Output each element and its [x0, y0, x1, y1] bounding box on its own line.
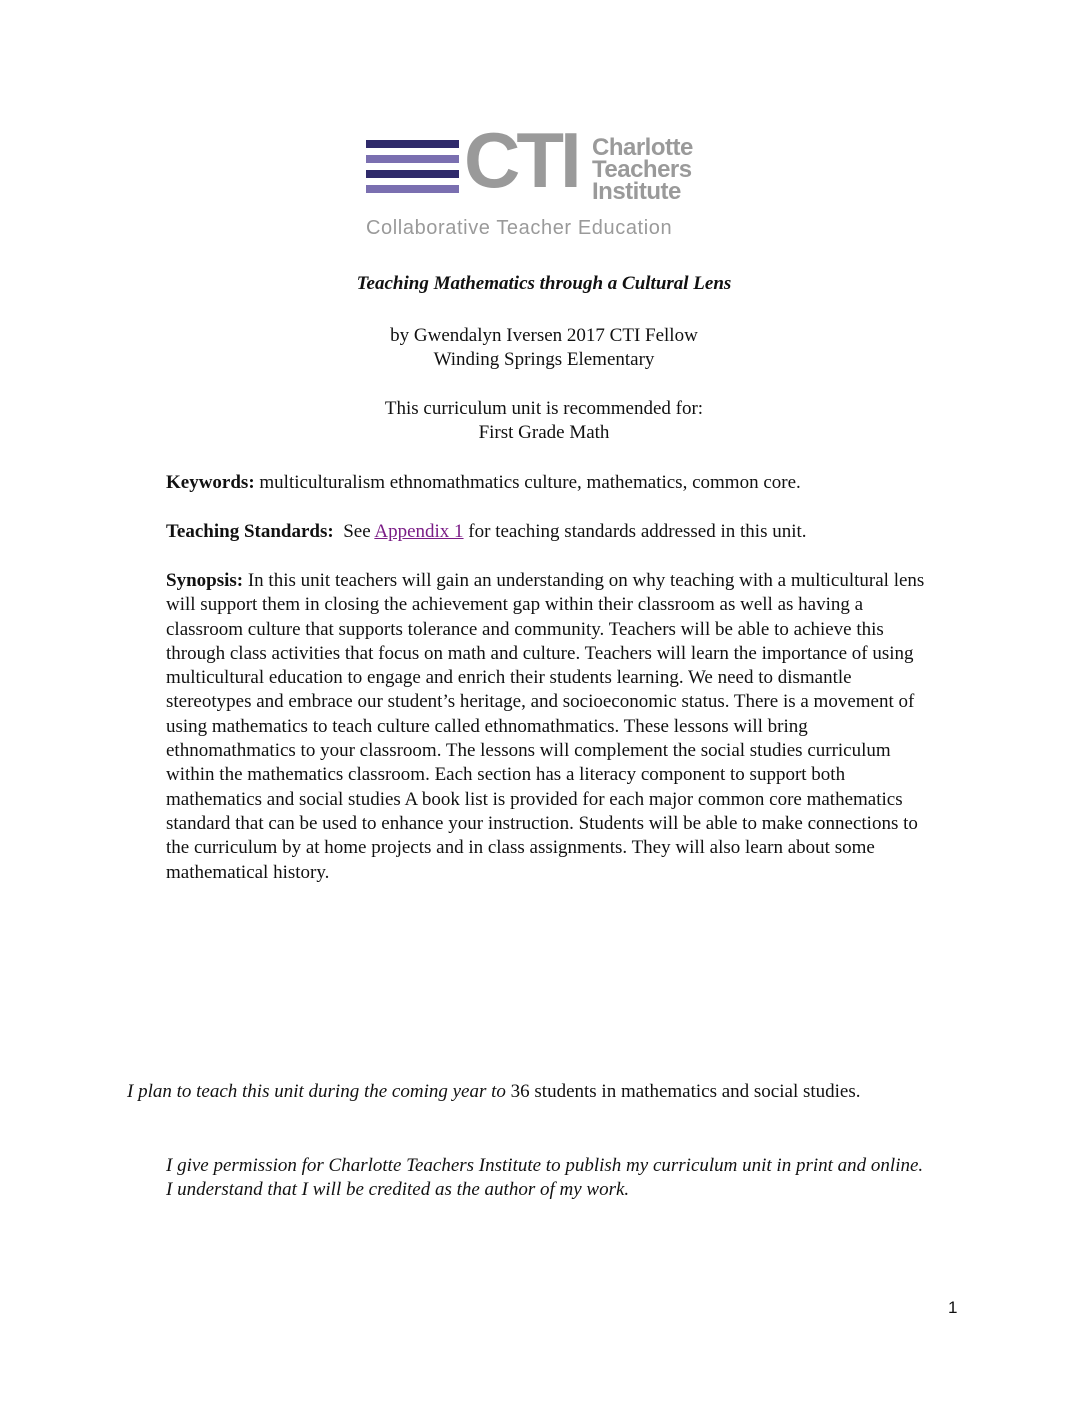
synopsis [166, 569, 936, 885]
appendix-link[interactable]: Appendix 1 [374, 521, 464, 542]
logo-org-line: Teachers [592, 156, 692, 183]
author-line: by Gwendalyn Iversen 2017 CTI Fellow [390, 325, 698, 346]
standards-post: for teaching standards addressed in this unit. [463, 521, 807, 542]
logo-org-name [592, 134, 693, 205]
plan-statement [127, 1080, 897, 1104]
logo-bar [366, 185, 459, 193]
logo-bar [366, 155, 459, 163]
plan-text: 36 students in mathematics and social studies. [505, 1081, 861, 1102]
plan-italic: I plan to teach this unit during the coming year to [127, 1081, 506, 1102]
standards-pre: See [333, 521, 375, 542]
standards-label: Teaching Standards: [166, 521, 334, 542]
logo-mark: CTI [464, 116, 578, 204]
synopsis-label: Synopsis: [166, 570, 244, 591]
logo-bar [366, 140, 459, 148]
logo-bar [366, 170, 459, 178]
logo-org-line: Institute [592, 178, 681, 205]
school-name: Winding Springs Elementary [433, 349, 655, 370]
byline [0, 324, 1088, 372]
cti-logo [366, 116, 721, 245]
keywords-text: multiculturalism ethnomathmatics culture, mathematics, common core. [254, 472, 801, 493]
document-title: Teaching Mathematics through a Cultural Lens [356, 273, 732, 294]
recommendation [0, 397, 1088, 445]
keywords-label: Keywords: [166, 472, 255, 493]
logo-tagline: Collaborative Teacher Education [366, 217, 673, 239]
synopsis-text: In this unit teachers will gain an understanding on why teaching with a multicultural lens will support them in closing the achievement gap within their classroom as well as having a classroom culture that supports tolerance and community. Teachers will be able to achieve this through class activities that focus on math and culture. Teachers will learn the importance of using multicultural education to engage and enrich their students learning. We need to dismantle stereotypes and embrace our student’s heritage, and socioeconomic status. There is a movement of using mathematics to teach culture called ethnomathmatics. These lessons will bring ethnomathmatics to your classroom. The lessons will complement the social studies curriculum within the mathematics classroom. Each section has a literacy component to support both mathematics and social studies A book list is provided for each major common core mathematics standard that can be used to enhance your instruction. Students will be able to make connections to the curriculum by at home projects and in class assignments. They will also learn about some mathematical history. [166, 570, 925, 883]
keywords [166, 471, 936, 495]
recommendation-line: This curriculum unit is recommended for: [384, 398, 704, 419]
page-number: 1 [948, 1298, 958, 1317]
grade-level: First Grade Math [478, 422, 610, 443]
logo-bars [366, 140, 459, 200]
permission-statement: I give permission for Charlotte Teachers Institute to publish my curriculum unit in print and online. I understand that I will be credited as the author of my work. [166, 1155, 924, 1201]
teaching-standards [166, 520, 936, 544]
logo-org-line: Charlotte [592, 134, 693, 161]
